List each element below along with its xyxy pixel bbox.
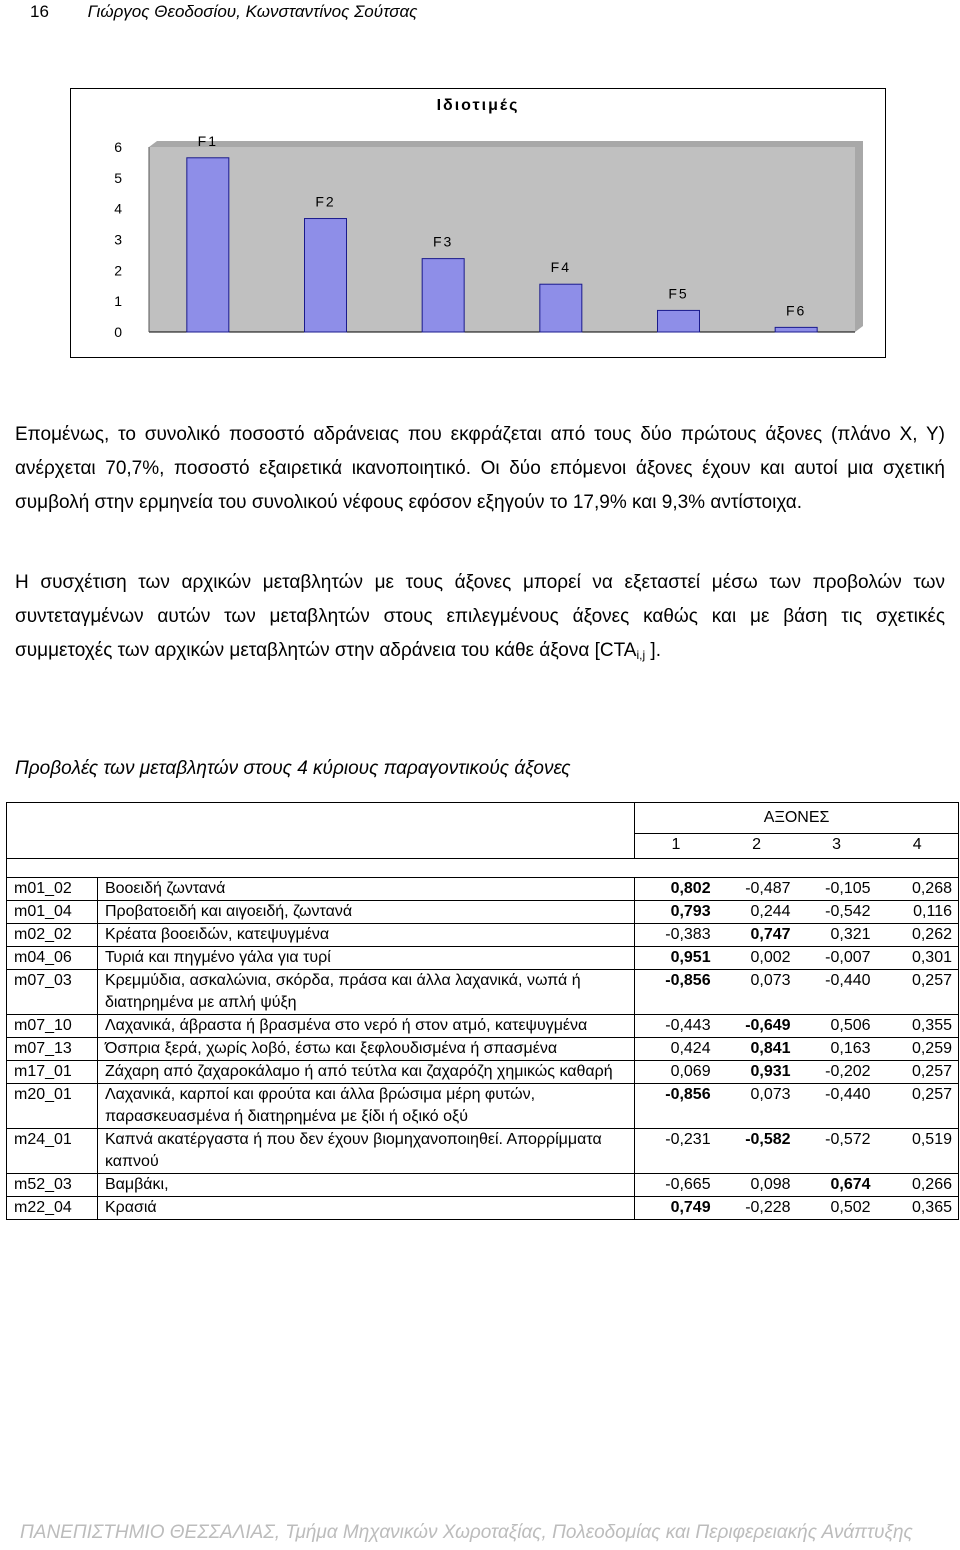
loading-value: -0,231 — [635, 1129, 717, 1174]
loading-value: 0,073 — [717, 1084, 797, 1129]
loading-value: 0,424 — [635, 1038, 717, 1061]
table-row — [7, 1174, 959, 1197]
loading-value: -0,440 — [797, 970, 877, 1015]
loading-value: -0,856 — [635, 970, 717, 1015]
variable-label: Βοοειδή ζωντανά — [97, 878, 634, 901]
loading-value: -0,202 — [797, 1061, 877, 1084]
axis-header: 4 — [877, 834, 959, 859]
loading-value: -0,572 — [797, 1129, 877, 1174]
table-row — [7, 1061, 959, 1084]
table-row — [7, 947, 959, 970]
bar-label-f2: F2 — [315, 193, 336, 210]
variable-code: m22_04 — [7, 1197, 98, 1220]
paragraph-correlation-tail: ]. — [645, 640, 661, 661]
axis-header: 3 — [797, 834, 877, 859]
variable-label: Λαχανικά, καρποί και φρούτα και άλλα βρώσιμα μέρη φυτών, παρασκευασμένα ή διατηρημένα με ξίδι ή οξικό οξύ — [97, 1084, 634, 1129]
chart-title: Ιδιοτιμές — [436, 97, 520, 114]
variable-label: Όσπρια ξερά, χωρίς λοβό, έστω και ξεφλουδισμένα ή σπασμένα — [97, 1038, 634, 1061]
loading-value: 0,802 — [635, 878, 717, 901]
loading-value: 0,506 — [797, 1015, 877, 1038]
bar-label-f3: F3 — [432, 233, 454, 250]
loading-value: -0,007 — [797, 947, 877, 970]
bar-label-f6: F6 — [785, 302, 807, 319]
variable-code: m04_06 — [7, 947, 98, 970]
page-authors: Γιώργος Θεοδοσίου, Κωνσταντίνος Σούτσας — [87, 2, 418, 21]
y-tick-label: 5 — [114, 169, 123, 186]
loading-value: -0,443 — [635, 1015, 717, 1038]
y-tick-label: 6 — [114, 139, 123, 155]
loading-value: 0,069 — [635, 1061, 717, 1084]
loading-value: 0,749 — [635, 1197, 717, 1220]
loading-value: 0,931 — [717, 1061, 797, 1084]
chart-canvas — [71, 89, 885, 357]
eigenvalues-chart — [70, 88, 886, 358]
loading-value: -0,383 — [635, 924, 717, 947]
bar-label-f5: F5 — [668, 285, 689, 302]
loading-value: 0,002 — [717, 947, 797, 970]
table-row — [7, 924, 959, 947]
variable-code: m24_01 — [7, 1129, 98, 1174]
loading-value: -0,542 — [797, 901, 877, 924]
loading-value: -0,440 — [797, 1084, 877, 1129]
variable-label: Λαχανικά, άβραστα ή βρασμένα στο νερό ή στον ατμό, κατεψυγμένα — [97, 1015, 634, 1038]
variable-code: m20_01 — [7, 1084, 98, 1129]
loading-value: 0,502 — [797, 1197, 877, 1220]
table-row — [7, 1038, 959, 1061]
loading-value: 0,266 — [877, 1174, 959, 1197]
table-row — [7, 1129, 959, 1174]
variable-code: m07_13 — [7, 1038, 98, 1061]
loading-value: 0,674 — [797, 1174, 877, 1197]
spacer-cell — [717, 859, 797, 878]
variable-code: m01_04 — [7, 901, 98, 924]
bar-f3 — [422, 259, 464, 332]
spacer-cell — [97, 859, 634, 878]
bar-label-f1: F1 — [197, 132, 219, 149]
variable-label: Τυριά και πηγμένο γάλα για τυρί — [97, 947, 634, 970]
loading-value: 0,321 — [797, 924, 877, 947]
variable-code: m17_01 — [7, 1061, 98, 1084]
loading-value: 0,163 — [797, 1038, 877, 1061]
variable-label: Κρέατα βοοειδών, κατεψυγμένα — [97, 924, 634, 947]
loading-value: 0,268 — [877, 878, 959, 901]
paragraph-correlation — [15, 566, 945, 672]
loading-value: 0,257 — [877, 1061, 959, 1084]
loading-value: -0,228 — [717, 1197, 797, 1220]
page-number: 16 — [30, 2, 49, 21]
axes-group-header: ΑΞΟΝΕΣ — [635, 803, 959, 834]
y-tick-label: 0 — [114, 324, 123, 340]
loading-value: 0,951 — [635, 947, 717, 970]
variable-label: Ζάχαρη από ζαχαροκάλαμο ή από τεύτλα και ζαχαρόζη χημικώς καθαρή — [97, 1061, 634, 1084]
loading-value: -0,105 — [797, 878, 877, 901]
variable-code: m07_10 — [7, 1015, 98, 1038]
loading-value: 0,257 — [877, 970, 959, 1015]
page-header — [30, 2, 417, 22]
loading-value: 0,098 — [717, 1174, 797, 1197]
loading-value: 0,747 — [717, 924, 797, 947]
y-tick-label: 2 — [114, 262, 123, 279]
paragraph-inertia: Επομένως, το συνολικό ποσοστό αδράνειας που εκφράζεται από τους δύο πρώτους άξονες (πλάνο Χ, Υ) ανέρχεται 70,7%, ποσοστό εξαιρετικά ικανοποιητικό. Οι δύο επόμενοι άξονες έχουν και αυτοί μια σχετική συμβολή στην ερμηνεία του συνολικού νέφους εφόσον εξηγούν το 17,9% και 9,3% αντίστοιχα. — [15, 424, 945, 513]
loading-value: 0,262 — [877, 924, 959, 947]
variable-code: m02_02 — [7, 924, 98, 947]
variable-code: m01_02 — [7, 878, 98, 901]
axis-header: 1 — [635, 834, 717, 859]
loading-value: -0,856 — [635, 1084, 717, 1129]
loading-value: -0,582 — [717, 1129, 797, 1174]
loading-value: 0,841 — [717, 1038, 797, 1061]
bar-f4 — [540, 284, 582, 332]
bar-f5 — [658, 310, 700, 332]
table-row — [7, 901, 959, 924]
loading-value: 0,519 — [877, 1129, 959, 1174]
variable-label: Προβατοειδή και αιγοειδή, ζωντανά — [97, 901, 634, 924]
bar-f6 — [775, 327, 817, 332]
cta-subscript: i,j — [636, 648, 646, 662]
loading-value: 0,073 — [717, 970, 797, 1015]
variable-code: m07_03 — [7, 970, 98, 1015]
axis-header: 2 — [717, 834, 797, 859]
variable-label: Βαμβάκι, — [97, 1174, 634, 1197]
spacer-cell — [797, 859, 877, 878]
page-footer: ΠΑΝΕΠΙΣΤΗΜΙΟ ΘΕΣΣΑΛΙΑΣ, Τμήμα Μηχανικών Χωροταξίας, Πολεοδομίας και Περιφερειακής Ανάπτυξης — [20, 1522, 913, 1543]
variable-code: m52_03 — [7, 1174, 98, 1197]
loading-value: 0,301 — [877, 947, 959, 970]
spacer-cell — [635, 859, 717, 878]
loading-value: 0,244 — [717, 901, 797, 924]
plot-area — [149, 147, 855, 332]
table-row — [7, 970, 959, 1015]
y-tick-label: 1 — [114, 293, 123, 310]
table-caption: Προβολές των μεταβλητών στους 4 κύριους παραγοντικούς άξονες — [15, 758, 571, 779]
loading-value: 0,365 — [877, 1197, 959, 1220]
loading-value: -0,665 — [635, 1174, 717, 1197]
y-tick-label: 3 — [114, 231, 123, 248]
loading-value: 0,116 — [877, 901, 959, 924]
table-row — [7, 878, 959, 901]
loading-value: -0,649 — [717, 1015, 797, 1038]
variable-label: Κρασιά — [97, 1197, 634, 1220]
table-spacer-row — [7, 859, 959, 878]
header-empty-cell — [97, 803, 634, 859]
loading-value: 0,355 — [877, 1015, 959, 1038]
loadings-table — [6, 802, 959, 1220]
paragraph-correlation-text: Η συσχέτιση των αρχικών μεταβλητών με τους άξονες μπορεί να εξεταστεί μέσω των προβολών των συντεταγμένων αυτών των μεταβλητών στους επιλεγμένους άξονες καθώς και με βάση τις σχετικές συμμετοχές των αρχικών μεταβλητών στην αδράνεια του κάθε άξονα [CTA — [15, 572, 945, 661]
loading-value: 0,793 — [635, 901, 717, 924]
table-row — [7, 1197, 959, 1220]
loading-value: -0,487 — [717, 878, 797, 901]
table-row — [7, 1084, 959, 1129]
y-tick-label: 4 — [114, 200, 123, 217]
table-row — [7, 1015, 959, 1038]
spacer-cell — [877, 859, 959, 878]
bar-f1 — [187, 158, 229, 332]
bar-label-f4: F4 — [550, 259, 572, 276]
table-header-row — [7, 803, 959, 834]
header-empty-cell — [7, 803, 98, 859]
loading-value: 0,257 — [877, 1084, 959, 1129]
loading-value: 0,259 — [877, 1038, 959, 1061]
bar-f2 — [305, 219, 347, 332]
variable-label: Καπνά ακατέργαστα ή που δεν έχουν βιομηχανοποιηθεί. Απορρίμματα καπνού — [97, 1129, 634, 1174]
variable-label: Κρεμμύδια, ασκαλώνια, σκόρδα, πράσα και άλλα λαχανικά, νωπά ή διατηρημένα με απλή ψύξη — [97, 970, 634, 1015]
spacer-cell — [7, 859, 98, 878]
